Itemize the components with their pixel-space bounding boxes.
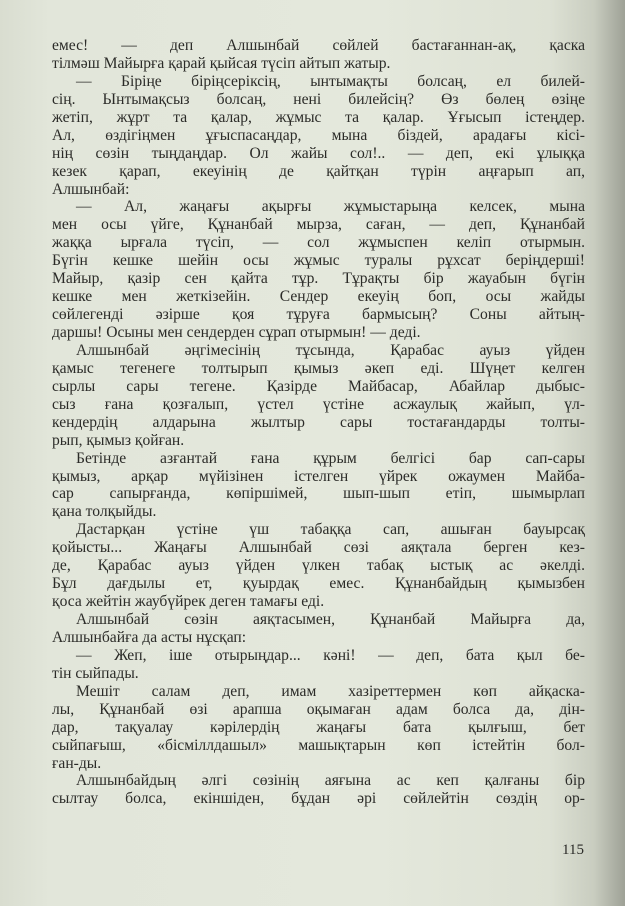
text-line: жаққа ырғала түсіп, — сол жұмыспен келіп отырмын. <box>52 234 585 252</box>
text-line: емес! — деп Алшынбай сөйлей бастағаннан-ақ, қаска <box>52 37 585 54</box>
text-line: Алшынбай сөзін аяқтасымен, Құнанбай Майырға да, <box>76 611 585 628</box>
text-line: тін сыйпады. <box>52 664 139 682</box>
text-line: нің сөзін тыңдаңдар. Ол жайы сол!.. — деп, екі ұлыққа <box>52 144 585 162</box>
text-line: де, Қарабас ауыз үйден үлкен табақ ыстық ас әкелді. <box>52 557 585 575</box>
text-line: сырлы сары тегене. Қазірде Майбасар, Абайлар дыбыс- <box>52 377 585 395</box>
text-line: Алшынбай: <box>52 180 130 198</box>
text-line: қамыс тегенеге толтырып қымыз әкеп еді. Шүңет келген <box>52 359 585 377</box>
text-line: кезек қарап, екеуінің де қайтқан түрін аңғарып ап, <box>52 162 585 180</box>
text-line: сыз ғана қозғалып, үстел үстіне асжаулық жайып, үл- <box>52 395 585 413</box>
text-line: қоса жейтін жаубүйрек деген тамағы еді. <box>52 593 325 611</box>
text-line: тілмәш Майырға қарай қыйсая түсіп айтып жатыр. <box>52 54 391 72</box>
text-line: Дастарқан үстіне үш табаққа сап, ашыған бауырсақ <box>76 521 585 539</box>
text-line: Бұл дағдылы ет, қуырдақ емес. Құнанбайдың қымызбен <box>52 575 585 593</box>
text-line: сің. Ынтымақсыз болсаң, нені билейсің? Өз бөлең өзіңе <box>52 90 585 108</box>
text-line: Алшынбай әңгімесінің тұсында, Қарабас ауыз үйден <box>76 341 585 359</box>
text-line: даршы! Осыны мен сендерден сұрап отырмын! — деді. <box>52 324 421 341</box>
text-line: сөйлегенді әзірше қоя тұруға бармысың? Соны айтың- <box>52 306 585 324</box>
text-line: лы, Құнанбай өзі арапша оқымаған адам болса да, дін- <box>52 700 585 718</box>
text-line: мен осы үйге, Құнанбай мырза, саған, — деп, Құнанбай <box>52 216 585 234</box>
text-line: Бетінде азғантай ғана құрым белгісі бар сап-сары <box>76 449 585 467</box>
text-line: Майыр, қазір сен қайта тұр. Тұрақты бір жауабын бүгін <box>52 270 585 288</box>
text-line: Мешіт салам деп, имам хазіреттермен көп айқаска- <box>76 682 585 700</box>
text-line: қымыз, арқар мүйізінен істелген үйрек ожаумен Майба- <box>52 467 585 485</box>
text-line: сыйпағыш, «бісміллдашыл» машықтарын көп істейтін бол- <box>52 736 585 754</box>
text-line: дар, тақуалау кәрілердің жаңағы бата қылғыш, бет <box>52 718 585 736</box>
text-line: — Біріңе біріңсеріксің, ынтымақты болсаң, ел билей- <box>76 72 585 90</box>
text-line: Алшынбайдың әлгі сөзінің аяғына ас кеп қалғаны бір <box>76 772 585 790</box>
text-line: жетіп, жұрт та қалар, жұмыс та қалар. Ұғысып істеңдер. <box>52 108 585 126</box>
text-line: кешке мен жеткізейін. Сендер екеуің боп, осы жайды <box>52 288 585 306</box>
text-line: кендердің алдарына жылтыр сары тостағандарды толты- <box>52 413 585 431</box>
page-body-text <box>52 37 585 808</box>
text-line: Алшынбайға да асты нұсқап: <box>52 628 247 646</box>
text-line: — Жеп, іше отырыңдар... кәні! — деп, бата қыл бе- <box>76 646 585 664</box>
page-number: 115 <box>562 842 584 858</box>
text-line: сылтау болса, екіншіден, бұдан әрі сөйлейтін сөздің ор- <box>52 790 585 808</box>
text-line: Бүгін кешке шейін осы жұмыс туралы рұхсат беріңдерші! <box>52 252 585 270</box>
text-line: қана толқыйды. <box>52 503 157 521</box>
text-line: рып, қымыз қойған. <box>52 431 185 449</box>
text-line: сар сапырғанда, көпіршімей, шып-шып етіп, шымырлап <box>52 485 585 503</box>
text-line: Ал, өздігіңмен ұғыспасаңдар, мына біздей, арадағы кісі- <box>52 126 585 144</box>
text-line: ған-ды. <box>52 754 102 772</box>
text-line: қойысты... Жаңағы Алшынбай сөзі аяқтала берген кез- <box>52 539 585 557</box>
text-line: — Ал, жаңағы ақырғы жұмыстарыңа келсек, мына <box>76 198 585 216</box>
